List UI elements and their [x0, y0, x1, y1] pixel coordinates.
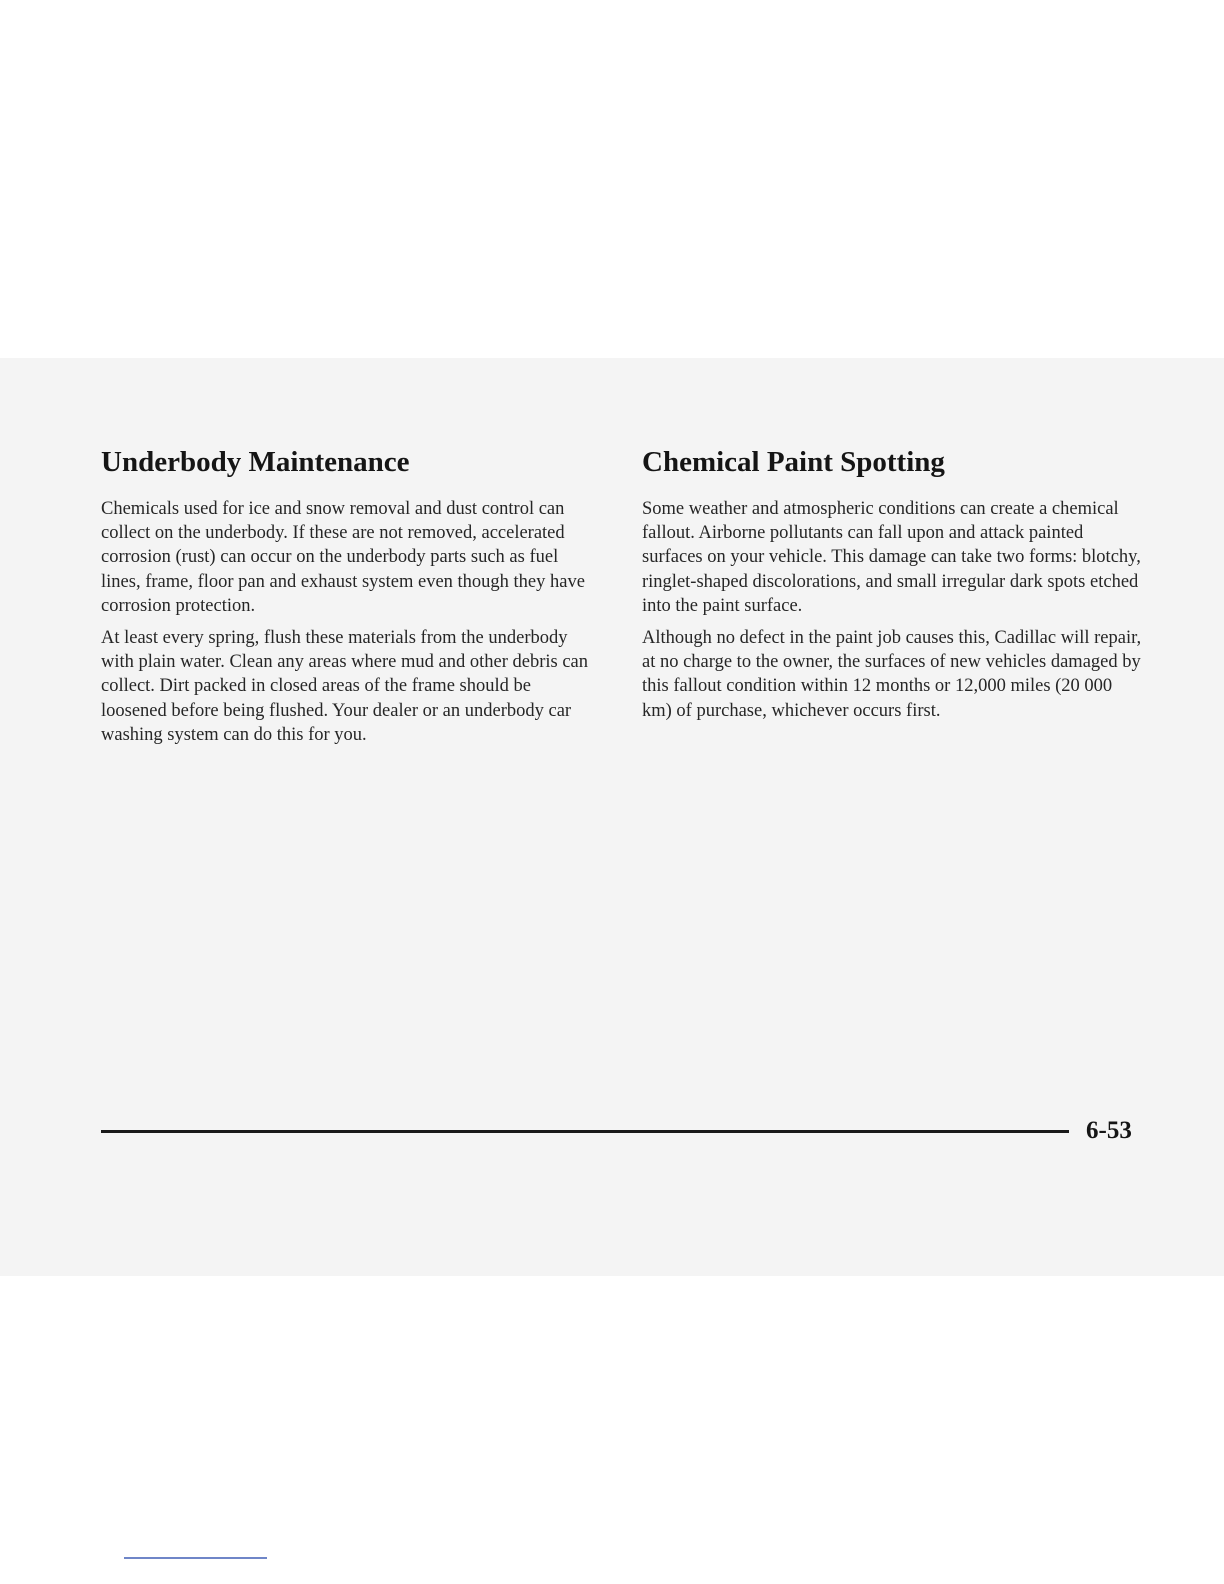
underbody-maintenance-section: [101, 444, 601, 755]
page-number: 6-53: [1086, 1117, 1132, 1144]
paragraph: Chemicals used for ice and snow removal and dust control can collect on the underbody. If these are not removed, accelerated corrosion (rust) can occur on the underbody parts such as fuel lines, frame, floor pan and exhaust system even though they have corrosion protection.: [101, 499, 585, 616]
paragraph: At least every spring, flush these materials from the underbody with plain water. Clean any areas where mud and other debris can collect. Dirt packed in closed areas of the frame should be loosened before being flushed. Your dealer or an underbody car washing system can do this for you.: [101, 628, 588, 745]
chemical-paint-spotting-section: [642, 444, 1142, 731]
footer-rule: [101, 1130, 1069, 1133]
paragraph: Although no defect in the paint job causes this, Cadillac will repair, at no charge to the owner, the surfaces of new vehicles damaged by this fallout condition within 12 months or 12,000 miles (20 000 km) of purchase, whichever occurs first.: [642, 628, 1142, 721]
decorative-line: [124, 1557, 267, 1559]
paragraph: Some weather and atmospheric conditions can create a chemical fallout. Airborne pollutants can fall upon and attack painted surfaces on your vehicle. This damage can take two forms: blotchy, ringlet-shaped discolorations, and small irregular dark spots etched into the paint surface.: [642, 499, 1141, 616]
section-heading: Chemical Paint Spotting: [642, 446, 945, 478]
section-heading: Underbody Maintenance: [101, 446, 410, 478]
